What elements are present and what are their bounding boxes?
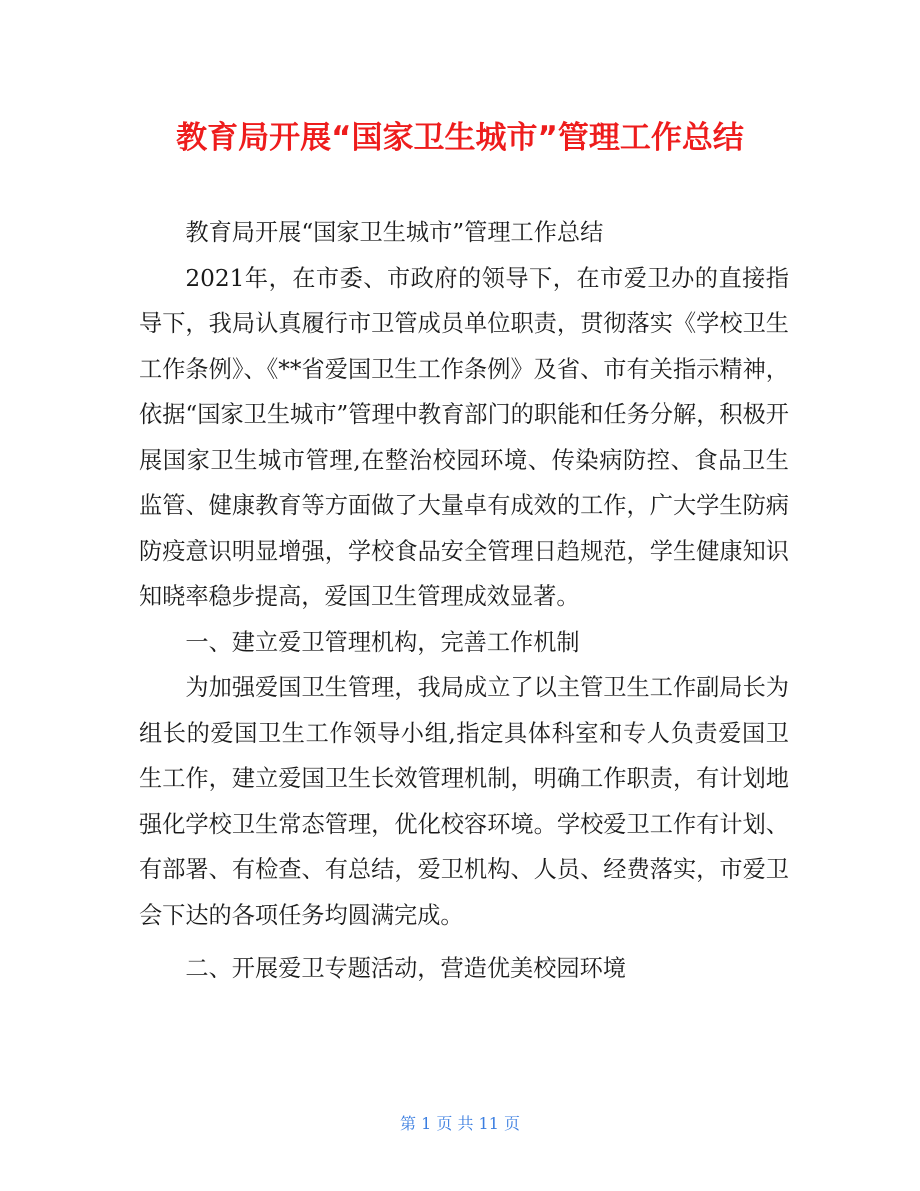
paragraph-subtitle: 教育局开展“国家卫生城市”管理工作总结 [185, 219, 604, 246]
paragraph-section-1: 为加强爱国卫生管理，我局成立了以主管卫生工作副局长为组长的爱国卫生工作领导小组,指定具体科室和专人负责爱国卫生工作，建立爱国卫生长效管理机制，明确工作职责，有计划地强化学校卫生常态管理，优化校容环境。学校爱卫工作有计划、有部署、有检查、有总结，爱卫机构、人员、经费落实，市爱卫会下达的各项任务均圆满完成。 [139, 674, 789, 929]
paragraph-intro: 2021年，在市委、市政府的领导下，在市爱卫办的直接指导下，我局认真履行市卫管成员单位职责，贯彻落实《学校卫生工作条例》、《**省爱国卫生工作条例》及省、市有关指示精神，依据“国家卫生城市”管理中教育部门的职能和任务分解，积极开展国家卫生城市管理,在整治校园环境、传染病防控、食品卫生监管、健康教育等方面做了大量卓有成效的工作，广大学生防病防疫意识明显增强，学校食品安全管理日趋规范，学生健康知识知晓率稳步提高，爱国卫生管理成效显著。 [139, 264, 789, 610]
document-title: 教育局开展“国家卫生城市”管理工作总结 [176, 120, 744, 156]
section-heading-1: 一、建立爱卫管理机构，完善工作机制 [185, 628, 580, 656]
page-number-label: 第 1 页 共 11 页 [400, 1114, 520, 1133]
document-body [139, 210, 789, 992]
page-footer [0, 1111, 920, 1137]
section-heading-2: 二、开展爱卫专题活动，营造优美校园环境 [185, 955, 626, 982]
